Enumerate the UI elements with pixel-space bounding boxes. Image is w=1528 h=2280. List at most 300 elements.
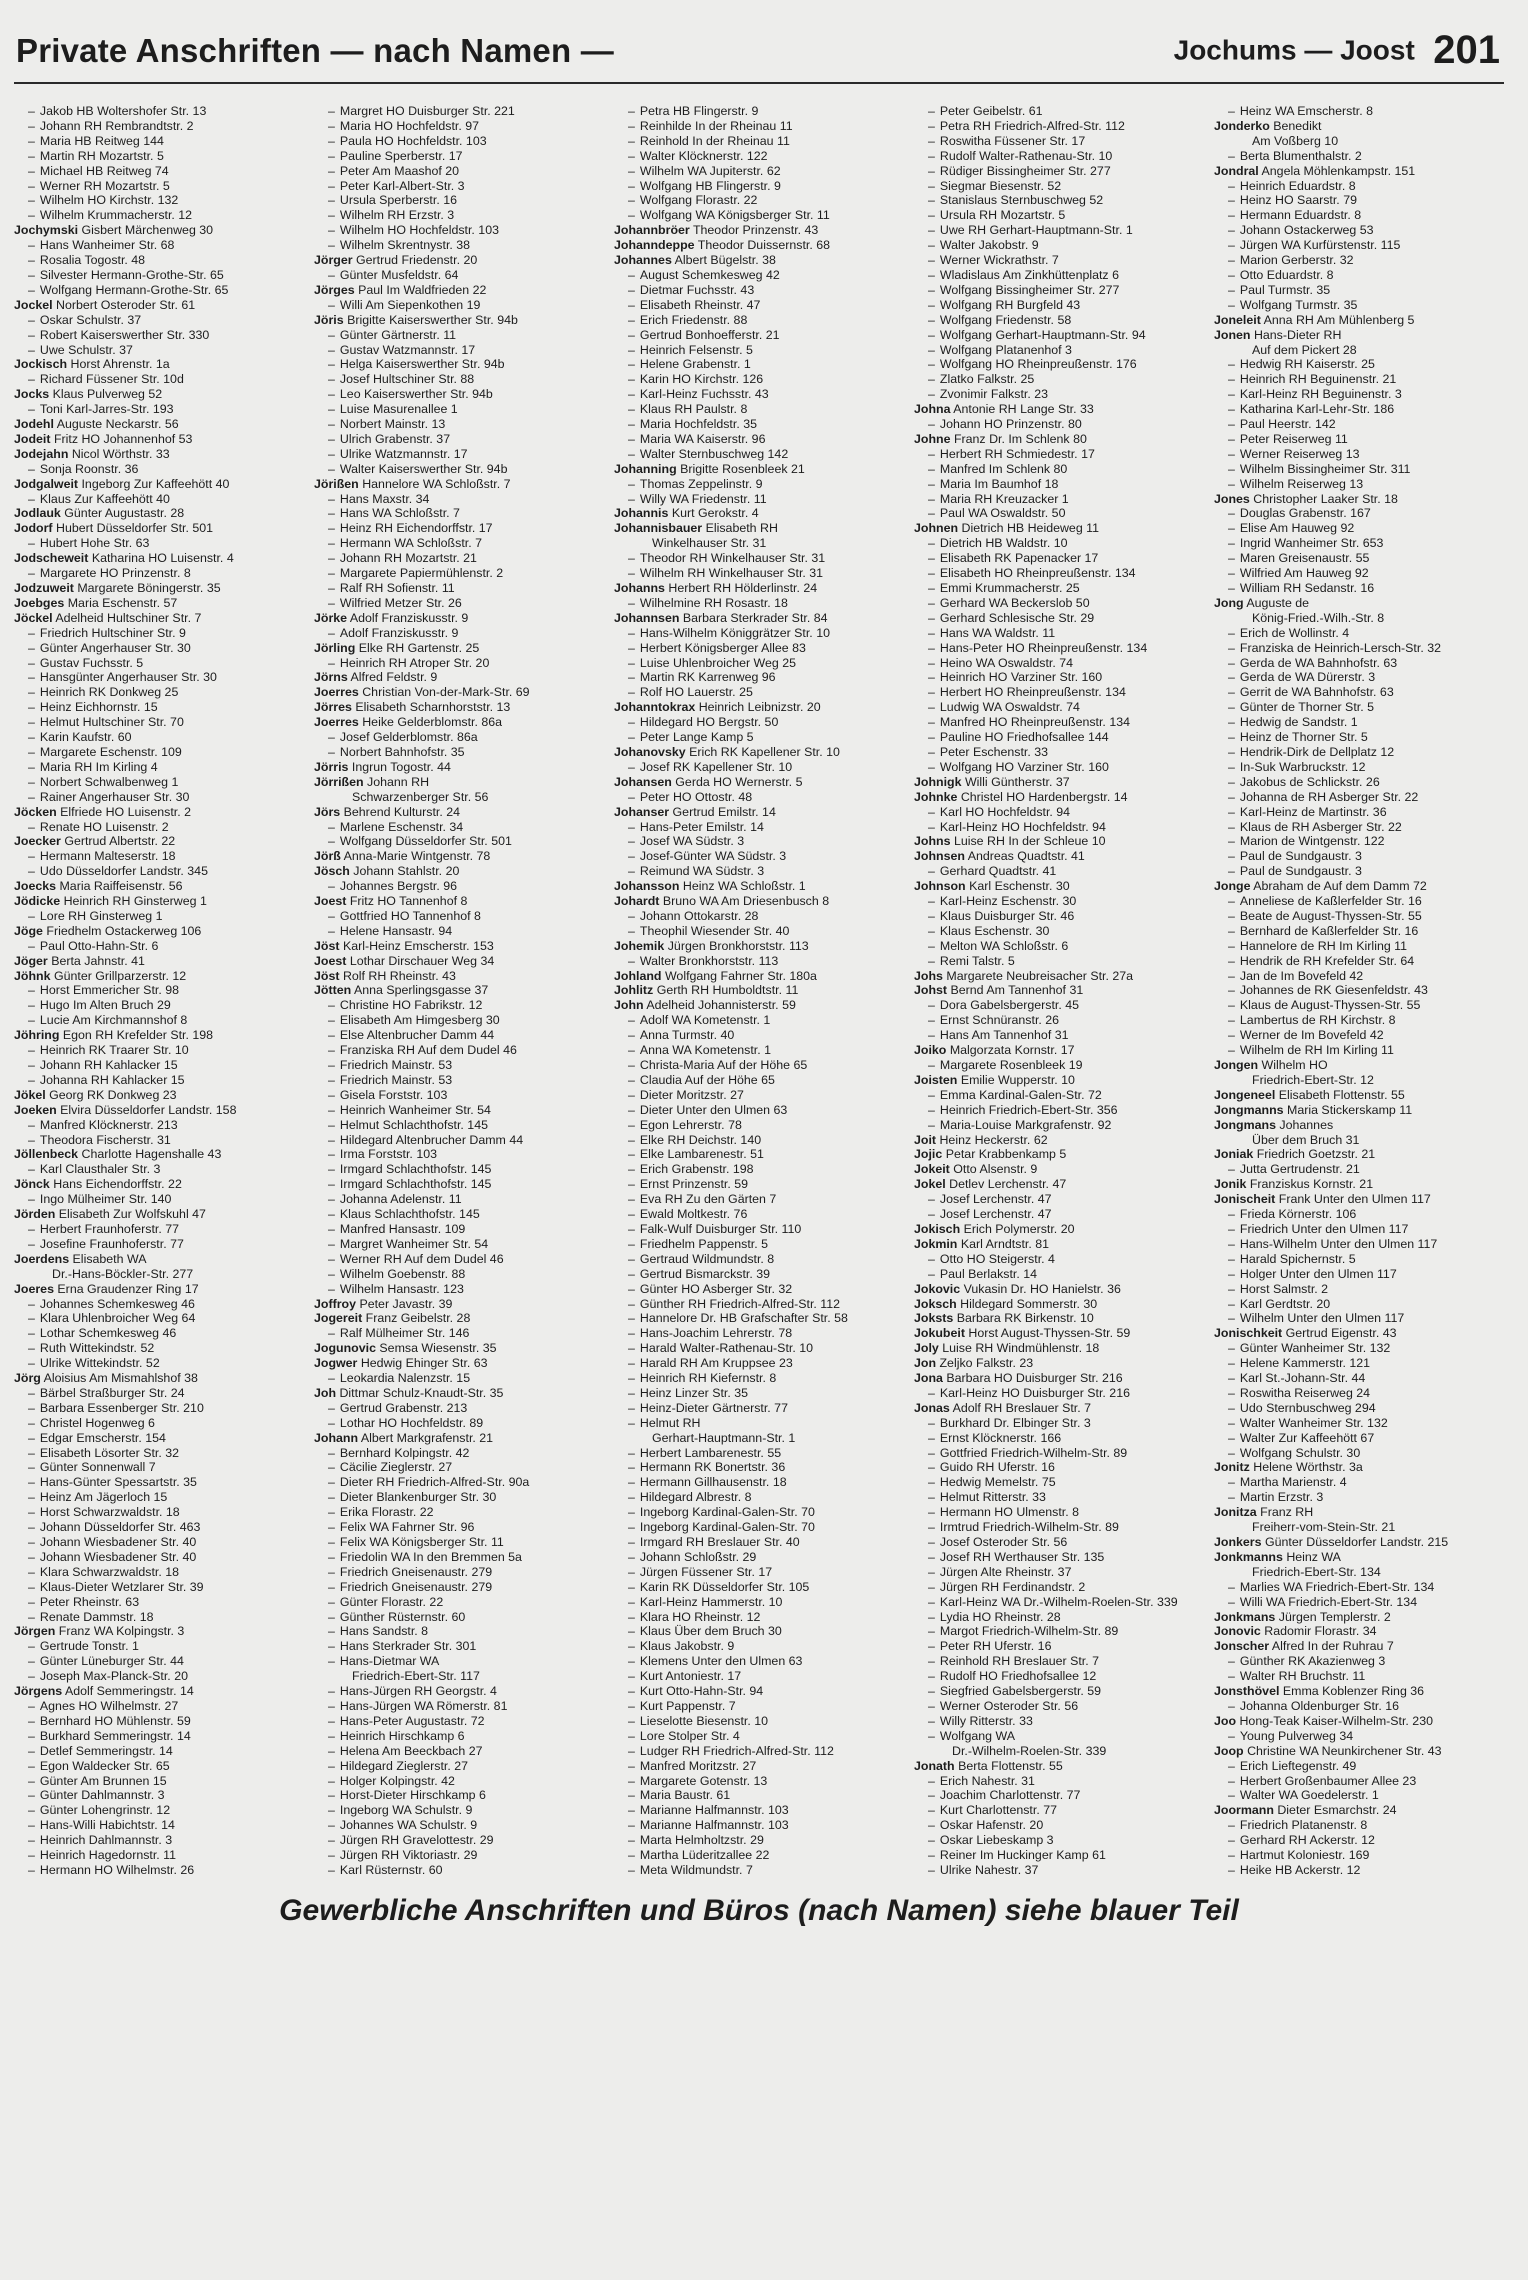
- repeat-dash: –: [328, 178, 335, 193]
- repeat-dash: –: [628, 402, 635, 417]
- repeat-dash: –: [628, 1803, 635, 1818]
- entry-text: Adolf Semmeringstr. 14: [64, 1684, 194, 1699]
- repeat-dash: –: [1228, 581, 1235, 595]
- list-item: [314, 1744, 604, 1759]
- list-item: [614, 1848, 904, 1863]
- list-item: [614, 1088, 904, 1103]
- list-item: [1214, 700, 1504, 715]
- repeat-dash: –: [628, 1862, 635, 1874]
- surname: Johardt: [614, 894, 660, 909]
- surname-entry: [14, 1684, 304, 1699]
- entry-text: Petra HB Flingerstr. 9: [639, 104, 759, 118]
- address-continuation: [1214, 1073, 1504, 1088]
- list-item: [614, 1103, 904, 1118]
- entry-text: Marion Gerberstr. 32: [1239, 253, 1354, 268]
- entry-text: Johanna Oldenburger Str. 16: [1239, 1698, 1400, 1713]
- surname-entry: [314, 1311, 604, 1326]
- repeat-dash: –: [28, 670, 35, 685]
- list-item: [914, 1103, 1204, 1118]
- list-item: [1214, 432, 1504, 447]
- surname-entry: [14, 357, 304, 372]
- entry-text: Hans Am Tannenhof 31: [939, 1028, 1069, 1043]
- repeat-dash: –: [628, 1669, 635, 1684]
- repeat-dash: –: [928, 1684, 935, 1699]
- entry-text: Udo Düsseldorfer Landstr. 345: [39, 864, 208, 879]
- entry-text: Renate HO Luisenstr. 2: [39, 819, 169, 834]
- entry-text: Karl-Heinz Hammerstr. 10: [639, 1594, 783, 1609]
- list-item: [1214, 402, 1504, 417]
- list-item: [14, 253, 304, 268]
- repeat-dash: –: [1228, 1385, 1235, 1400]
- list-item: [614, 1192, 904, 1207]
- list-item: [14, 238, 304, 253]
- list-item: [314, 1550, 604, 1565]
- repeat-dash: –: [928, 1818, 935, 1833]
- entry-text: Hans-Peter HO Rheinpreußenstr. 134: [939, 640, 1148, 655]
- entry-text: Bärbel Straßburger Str. 24: [39, 1385, 185, 1400]
- list-item: [14, 939, 304, 954]
- directory-columns: [14, 104, 1504, 1874]
- list-item: [914, 820, 1204, 835]
- entry-text: Ludger RH Friedrich-Alfred-Str. 112: [639, 1743, 834, 1758]
- list-item: [614, 1162, 904, 1177]
- surname: Jocks: [14, 387, 50, 402]
- repeat-dash: –: [28, 1639, 35, 1654]
- surname-entry: [914, 1356, 1204, 1371]
- surname: Johansen: [614, 774, 672, 789]
- entry-text: Hartmut Koloniestr. 169: [1239, 1848, 1370, 1863]
- list-item: [1214, 193, 1504, 208]
- list-item: [914, 805, 1204, 820]
- list-item: [614, 357, 904, 372]
- entry-text: Erich Nahestr. 31: [939, 1773, 1035, 1788]
- surname: Johannes: [614, 253, 672, 268]
- repeat-dash: –: [28, 908, 35, 923]
- repeat-dash: –: [628, 476, 635, 491]
- entry-text: Elisabeth Flottenstr. 55: [1278, 1087, 1405, 1102]
- repeat-dash: –: [628, 1415, 635, 1430]
- repeat-dash: –: [328, 446, 335, 461]
- list-item: [314, 1267, 604, 1282]
- repeat-dash: –: [928, 267, 935, 282]
- entry-text: Detlev Lerchenstr. 47: [949, 1177, 1067, 1192]
- list-item: [14, 492, 304, 507]
- repeat-dash: –: [1228, 1698, 1235, 1713]
- repeat-dash: –: [928, 476, 935, 491]
- repeat-dash: –: [1228, 402, 1235, 417]
- entry-text: Wolfgang Düsseldorfer Str. 501: [339, 834, 512, 849]
- entry-text: Hans Sandstr. 8: [339, 1624, 429, 1639]
- repeat-dash: –: [928, 1028, 935, 1043]
- repeat-dash: –: [328, 208, 335, 223]
- surname-entry: [614, 238, 904, 253]
- list-item: [1214, 387, 1504, 402]
- repeat-dash: –: [28, 1430, 35, 1445]
- entry-text: Günter de Thorner Str. 5: [1239, 700, 1374, 715]
- repeat-dash: –: [928, 297, 935, 312]
- list-item: [614, 1073, 904, 1088]
- list-item: [314, 268, 604, 283]
- surname: Johansson: [614, 879, 680, 894]
- repeat-dash: –: [928, 744, 935, 759]
- list-item: [314, 328, 604, 343]
- list-item: [614, 1669, 904, 1684]
- entry-text: Gertrud Emilstr. 14: [672, 804, 776, 819]
- entry-text: Elisabeth RK Papenacker 17: [939, 551, 1099, 566]
- entry-text: Gottfried HO Tannenhof 8: [339, 908, 481, 923]
- surname-entry: [914, 849, 1204, 864]
- list-item: [614, 1699, 904, 1714]
- entry-text: Alfred Feldstr. 9: [350, 670, 438, 685]
- list-item: [1214, 179, 1504, 194]
- list-item: [1214, 104, 1504, 119]
- surname-entry: [314, 685, 604, 700]
- entry-text: Irma Forststr. 103: [339, 1147, 437, 1162]
- repeat-dash: –: [328, 1609, 335, 1624]
- entry-text: Semsa Wiesenstr. 35: [379, 1341, 497, 1356]
- entry-text: Kurt Antoniestr. 17: [639, 1669, 742, 1684]
- list-item: [614, 417, 904, 432]
- repeat-dash: –: [928, 1385, 935, 1400]
- surname: Johnigk: [914, 774, 962, 789]
- repeat-dash: –: [1228, 104, 1235, 118]
- list-item: [614, 1147, 904, 1162]
- repeat-dash: –: [28, 1713, 35, 1728]
- entry-text: Udo Sternbuschweg 294: [1239, 1400, 1376, 1415]
- list-item: [314, 1654, 604, 1669]
- list-item: [1214, 805, 1504, 820]
- repeat-dash: –: [628, 1594, 635, 1609]
- entry-text: Burkhard Dr. Elbinger Str. 3: [939, 1415, 1091, 1430]
- list-item: [14, 1610, 304, 1625]
- entry-text: Ernst Klöcknerstr. 166: [939, 1430, 1062, 1445]
- repeat-dash: –: [328, 297, 335, 312]
- entry-text: Herbert RH Hölderlinstr. 24: [668, 581, 818, 595]
- surname-entry: [614, 462, 904, 477]
- repeat-dash: –: [28, 536, 35, 551]
- entry-text: August Schemkesweg 42: [639, 267, 780, 282]
- entry-text: Gertraud Wildmundstr. 8: [639, 1251, 775, 1266]
- entry-text: Siegfried Gabelsbergerstr. 59: [939, 1684, 1102, 1699]
- entry-text: Erich Polymerstr. 20: [963, 1221, 1075, 1236]
- repeat-dash: –: [328, 431, 335, 446]
- list-item: [914, 1565, 1204, 1580]
- entry-text: Marianne Halfmannstr. 103: [639, 1803, 789, 1818]
- surname: Jogwer: [314, 1356, 358, 1371]
- list-item: [914, 760, 1204, 775]
- entry-text: Lothar Dirschauer Weg 34: [349, 953, 495, 968]
- list-item: [14, 1490, 304, 1505]
- repeat-dash: –: [1228, 1490, 1235, 1505]
- surname: Johlitz: [614, 983, 654, 998]
- entry-text: Manfred Klöcknerstr. 213: [39, 1117, 178, 1132]
- surname-entry: [614, 611, 904, 626]
- entry-text: Johann RH Rembrandtstr. 2: [39, 118, 194, 133]
- list-item: [614, 1759, 904, 1774]
- entry-text: Sonja Roonstr. 36: [39, 461, 139, 476]
- surname: Jöst: [314, 938, 340, 953]
- entry-text: Wilhelm Goebenstr. 88: [339, 1266, 466, 1281]
- repeat-dash: –: [28, 819, 35, 834]
- list-item: [14, 1520, 304, 1535]
- surname-entry: [1214, 1624, 1504, 1639]
- repeat-dash: –: [28, 1460, 35, 1475]
- repeat-dash: –: [928, 163, 935, 178]
- repeat-dash: –: [328, 1862, 335, 1874]
- list-item: [14, 164, 304, 179]
- list-item: [914, 1088, 1204, 1103]
- entry-text: Fritz HO Johannenhof 53: [53, 431, 193, 446]
- repeat-dash: –: [1228, 387, 1235, 402]
- entry-text: Friedrich Platanenstr. 8: [1239, 1818, 1368, 1833]
- repeat-dash: –: [1228, 446, 1235, 461]
- list-item: [1214, 536, 1504, 551]
- list-item: [1214, 551, 1504, 566]
- repeat-dash: –: [628, 118, 635, 133]
- surname: Johannisbauer: [614, 521, 703, 536]
- list-item: [314, 820, 604, 835]
- repeat-dash: –: [28, 1117, 35, 1132]
- repeat-dash: –: [28, 983, 35, 998]
- surname-entry: [14, 477, 304, 492]
- entry-text: Kurt Otto-Hahn-Str. 94: [639, 1684, 764, 1699]
- entry-text: Werner Wickrathstr. 7: [939, 253, 1059, 268]
- surname-entry: [14, 417, 304, 432]
- entry-text: Heinz WA Emscherstr. 8: [1239, 104, 1374, 118]
- list-item: [914, 1475, 1204, 1490]
- repeat-dash: –: [928, 938, 935, 953]
- surname-entry: [914, 402, 1204, 417]
- entry-text: Karl St.-Johann-Str. 44: [1239, 1371, 1366, 1386]
- entry-text: Jakob HB Woltershofer Str. 13: [39, 104, 207, 118]
- entry-text: Frieda Körnerstr. 106: [1239, 1207, 1357, 1222]
- repeat-dash: –: [928, 759, 935, 774]
- surname-entry: [14, 1088, 304, 1103]
- repeat-dash: –: [928, 223, 935, 238]
- entry-text: Dieter Moritzstr. 27: [639, 1087, 744, 1102]
- entry-text: Maria Eschenstr. 57: [67, 595, 178, 610]
- surname: Jokmin: [914, 1236, 958, 1251]
- entry-text: Margarete Gotenstr. 13: [639, 1773, 768, 1788]
- surname-entry: [914, 983, 1204, 998]
- entry-text: Friedrich-Ebert-Str. 117: [352, 1669, 480, 1684]
- repeat-dash: –: [928, 1251, 935, 1266]
- list-item: [1214, 1371, 1504, 1386]
- entry-text: Herbert Großenbaumer Allee 23: [1239, 1773, 1417, 1788]
- repeat-dash: –: [28, 655, 35, 670]
- repeat-dash: –: [928, 551, 935, 566]
- repeat-dash: –: [1228, 267, 1235, 282]
- entry-text: Walter Sternbuschweg 142: [639, 446, 789, 461]
- entry-text: Antonie RH Lange Str. 33: [953, 402, 1094, 417]
- list-item: [314, 1133, 604, 1148]
- list-item: [914, 536, 1204, 551]
- repeat-dash: –: [1228, 1728, 1235, 1743]
- surname: Johanning: [614, 461, 677, 476]
- surname: Jockel: [14, 297, 53, 312]
- repeat-dash: –: [1228, 1654, 1235, 1669]
- list-item: [1214, 1028, 1504, 1043]
- repeat-dash: –: [328, 1788, 335, 1803]
- list-item: [614, 1207, 904, 1222]
- entry-text: Klara Schwarzwaldstr. 18: [39, 1564, 180, 1579]
- list-item: [314, 1833, 604, 1848]
- entry-text: Lothar HO Hochfeldstr. 89: [339, 1415, 484, 1430]
- repeat-dash: –: [28, 774, 35, 789]
- list-item: [14, 1401, 304, 1416]
- surname-entry: [914, 1401, 1204, 1416]
- entry-text: Dora Gabelsbergerstr. 45: [939, 998, 1080, 1013]
- list-item: [914, 566, 1204, 581]
- entry-text: Johannes de RK Giesenfeldstr. 43: [1239, 983, 1428, 998]
- repeat-dash: –: [28, 1505, 35, 1520]
- surname: Jörs: [314, 804, 341, 819]
- entry-text: Johannes Schemkesweg 46: [39, 1296, 195, 1311]
- repeat-dash: –: [328, 1639, 335, 1654]
- repeat-dash: –: [328, 1236, 335, 1251]
- entry-text: Karl Clausthaler Str. 3: [39, 1162, 161, 1177]
- surname-entry: [914, 521, 1204, 536]
- repeat-dash: –: [1228, 1356, 1235, 1371]
- list-item: [914, 1669, 1204, 1684]
- list-item: [314, 909, 604, 924]
- entry-text: Frank Unter den Ulmen 117: [1278, 1192, 1431, 1207]
- entry-text: Maria Raiffeisenstr. 56: [59, 879, 183, 894]
- surname-entry: [314, 1431, 604, 1446]
- surname: Jonath: [914, 1758, 955, 1773]
- surname-entry: [914, 1043, 1204, 1058]
- repeat-dash: –: [628, 357, 635, 372]
- entry-text: Johanna Adelenstr. 11: [339, 1192, 462, 1207]
- entry-text: Josef-Günter WA Südstr. 3: [639, 849, 787, 864]
- repeat-dash: –: [628, 655, 635, 670]
- entry-text: Günter Am Brunnen 15: [39, 1773, 167, 1788]
- list-item: [914, 1490, 1204, 1505]
- repeat-dash: –: [628, 953, 635, 968]
- repeat-dash: –: [328, 327, 335, 342]
- surname: Jokovic: [914, 1281, 961, 1296]
- surname: Joop: [1214, 1743, 1244, 1758]
- list-item: [614, 685, 904, 700]
- list-item: [614, 1043, 904, 1058]
- list-item: [1214, 1475, 1504, 1490]
- surname: Jodgalweit: [14, 476, 79, 491]
- entry-text: Elke RH Gartenstr. 25: [358, 640, 480, 655]
- list-item: [614, 1639, 904, 1654]
- surname: Jona: [914, 1371, 943, 1386]
- entry-text: Heinrich Friedrich-Ebert-Str. 356: [939, 1102, 1118, 1117]
- entry-text: Wilhelm Reiserweg 13: [1239, 476, 1364, 491]
- repeat-dash: –: [928, 1535, 935, 1549]
- list-item: [914, 447, 1204, 462]
- surname-entry: [1214, 164, 1504, 179]
- repeat-dash: –: [928, 1788, 935, 1803]
- list-item: [614, 1401, 904, 1416]
- repeat-dash: –: [328, 1713, 335, 1728]
- list-item: [14, 1297, 304, 1312]
- repeat-dash: –: [928, 1013, 935, 1028]
- repeat-dash: –: [28, 402, 35, 417]
- entry-text: Karl-Heinz Eschenstr. 30: [939, 894, 1077, 909]
- entry-text: Wolfgang Friedenstr. 58: [939, 312, 1072, 327]
- surname: Jörißen: [314, 476, 359, 491]
- repeat-dash: –: [328, 1743, 335, 1758]
- entry-text: Hendrik de RH Krefelder Str. 64: [1239, 953, 1415, 968]
- list-item: [614, 313, 904, 328]
- list-item: [614, 492, 904, 507]
- entry-text: Werner RH Auf dem Dudel 46: [339, 1251, 504, 1266]
- list-item: [614, 730, 904, 745]
- entry-text: Werner Reiserweg 13: [1239, 446, 1360, 461]
- surname: Jöger: [14, 953, 48, 968]
- entry-text: Adelheid Hultschiner Str. 7: [55, 610, 202, 625]
- list-item: [1214, 253, 1504, 268]
- entry-text: Hansgünter Angerhauser Str. 30: [39, 670, 217, 685]
- list-item: [1214, 1431, 1504, 1446]
- entry-text: Günter Florastr. 22: [339, 1594, 444, 1609]
- entry-text: Hildegard Albrestr. 8: [639, 1490, 752, 1505]
- repeat-dash: –: [1228, 1162, 1235, 1177]
- surname-entry: [14, 954, 304, 969]
- surname: Jon: [914, 1356, 937, 1371]
- repeat-dash: –: [928, 998, 935, 1013]
- entry-text: Roswitha Reiserweg 24: [1239, 1385, 1371, 1400]
- list-item: [1214, 1595, 1504, 1610]
- list-item: [614, 1774, 904, 1789]
- entry-text: Klaus Jakobstr. 9: [639, 1639, 735, 1654]
- list-item: [314, 1371, 604, 1386]
- repeat-dash: –: [628, 1385, 635, 1400]
- list-item: [314, 223, 604, 238]
- entry-text: Hildegard Sommerstr. 30: [960, 1296, 1098, 1311]
- repeat-dash: –: [328, 1266, 335, 1281]
- repeat-dash: –: [328, 133, 335, 148]
- surname: Jonkmanns: [1214, 1549, 1283, 1564]
- surname: Jodejahn: [14, 446, 69, 461]
- entry-text: Josef Gelderblomstr. 86a: [339, 730, 478, 745]
- surname-entry: [614, 581, 904, 596]
- list-item: [14, 149, 304, 164]
- entry-text: Josef Lerchenstr. 47: [939, 1192, 1052, 1207]
- entry-text: Ewald Moltkestr. 76: [639, 1207, 748, 1222]
- entry-text: Lambertus de RH Kirchstr. 8: [1239, 1013, 1396, 1028]
- repeat-dash: –: [1228, 700, 1235, 715]
- entry-text: Eva RH Zu den Gärten 7: [639, 1192, 777, 1207]
- list-item: [614, 1684, 904, 1699]
- entry-text: Reimund WA Südstr. 3: [639, 864, 765, 879]
- entry-text: Karl Arndtstr. 81: [960, 1236, 1049, 1251]
- repeat-dash: –: [1228, 1758, 1235, 1773]
- repeat-dash: –: [928, 1713, 935, 1728]
- list-item: [14, 1595, 304, 1610]
- list-item: [1214, 1863, 1504, 1874]
- entry-text: Ursula Sperberstr. 16: [339, 193, 457, 208]
- surname-entry: [14, 596, 304, 611]
- surname: Johnen: [914, 521, 959, 536]
- surname: Jonen: [1214, 327, 1251, 342]
- entry-text: Petar Krabbenkamp 5: [945, 1147, 1067, 1162]
- repeat-dash: –: [1228, 819, 1235, 834]
- repeat-dash: –: [328, 461, 335, 476]
- surname: Jonkmans: [1214, 1609, 1276, 1624]
- repeat-dash: –: [28, 1862, 35, 1874]
- list-item: [14, 849, 304, 864]
- entry-text: Reinhilde In der Rheinau 11: [639, 118, 793, 133]
- entry-text: Irmgard Schlachthofstr. 145: [339, 1177, 492, 1192]
- repeat-dash: –: [1228, 1475, 1235, 1490]
- repeat-dash: –: [328, 595, 335, 610]
- repeat-dash: –: [628, 625, 635, 640]
